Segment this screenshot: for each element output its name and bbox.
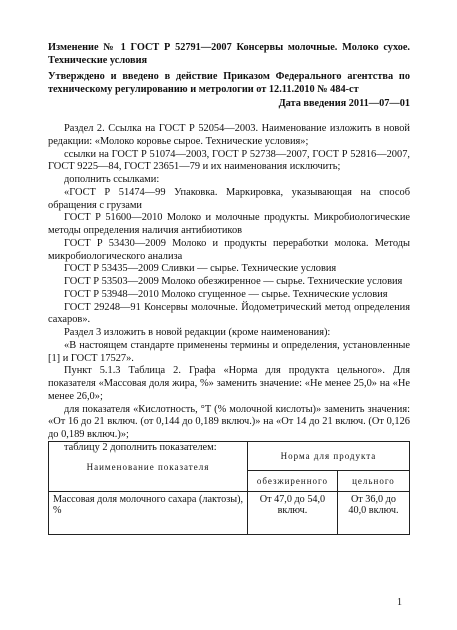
table-row [49, 492, 410, 535]
header-skim: обезжиренного [248, 471, 338, 492]
cell-skim: От 47,0 до 54,0 включ. [248, 492, 338, 535]
cell-whole: От 36,0 до 40,0 включ. [337, 492, 409, 535]
header-whole: цельного [337, 471, 409, 492]
paragraph: дополнить ссылками: [64, 174, 160, 185]
paragraph: таблицу 2 дополнить показателем: [64, 441, 217, 453]
cell-indicator: Массовая доля молочного сахара (лактозы), % [49, 492, 248, 535]
paragraph: Раздел 3 изложить в новой редакции (кроме наименования): [64, 327, 331, 338]
approval-statement: Утверждено и введено в действие Приказом Федерального агентства по техническому регулированию и метрологии от 12.11.2010 № 484-ст [48, 71, 410, 95]
header-norm: Норма для продукта [248, 442, 410, 471]
paragraph: «ГОСТ Р 51474—99 Упаковка. Маркировка, указывающая на способ обращения с грузами [48, 186, 410, 211]
amendment-body [48, 123, 410, 455]
paragraph: для показателя «Кислотность, °Т (% молочной кислоты)» заменить значения: «От 16 до 21 включ. (от 0,144 до 0,189 включ.)» на «От 14 до 21 включ. (От 0,126 до 0,189 включ.)»; [48, 403, 410, 440]
paragraph: Пункт 5.1.3 Таблица 2. Графа «Норма для продукта цельного». Для показателя «Массовая доля жира, %» заменить значение: «Не менее 25,0» на «Не менее 26,0»; [48, 365, 410, 402]
paragraph: ГОСТ Р 53948—2010 Молоко сгущенное — сырье. Технические условия [64, 288, 388, 300]
paragraph: ГОСТ Р 51600—2010 Молоко и молочные продукты. Микробиологические методы определения наличия антибиотиков [48, 212, 410, 236]
table-header-row [49, 442, 410, 471]
page-number: 1 [397, 597, 402, 608]
effective-date: Дата введения 2011—07—01 [278, 98, 410, 109]
paragraph: ГОСТ Р 53435—2009 Сливки — сырье. Технические условия [64, 263, 337, 275]
norms-table [48, 441, 410, 535]
amendment-title: Изменение № 1 ГОСТ Р 52791—2007 Консервы молочные. Молоко сухое. Технические условия [48, 42, 410, 66]
paragraph: ГОСТ 29248—91 Консервы молочные. Йодометрический метод определения сахаров». [48, 301, 410, 326]
paragraph: ГОСТ Р 53503—2009 Молоко обезжиренное — сырье. Технические условия [64, 276, 403, 287]
paragraph: ссылки на ГОСТ Р 51074—2003, ГОСТ Р 52738—2007, ГОСТ Р 52816—2007, ГОСТ 9225—84, ГОСТ 23651—79 и их наименования исключить; [48, 148, 410, 173]
paragraph: «В настоящем стандарте применены термины и определения, установленные [1] и ГОСТ 17527». [48, 339, 410, 364]
header-indicator: Наименование показателя [49, 442, 248, 492]
paragraph: ГОСТ Р 53430—2009 Молоко и продукты переработки молока. Методы микробиологического анализа [48, 237, 410, 262]
paragraph: Раздел 2. Ссылка на ГОСТ Р 52054—2003. Наименование изложить в новой редакции: «Молоко коровье сырое. Технические условия»; [48, 123, 410, 147]
